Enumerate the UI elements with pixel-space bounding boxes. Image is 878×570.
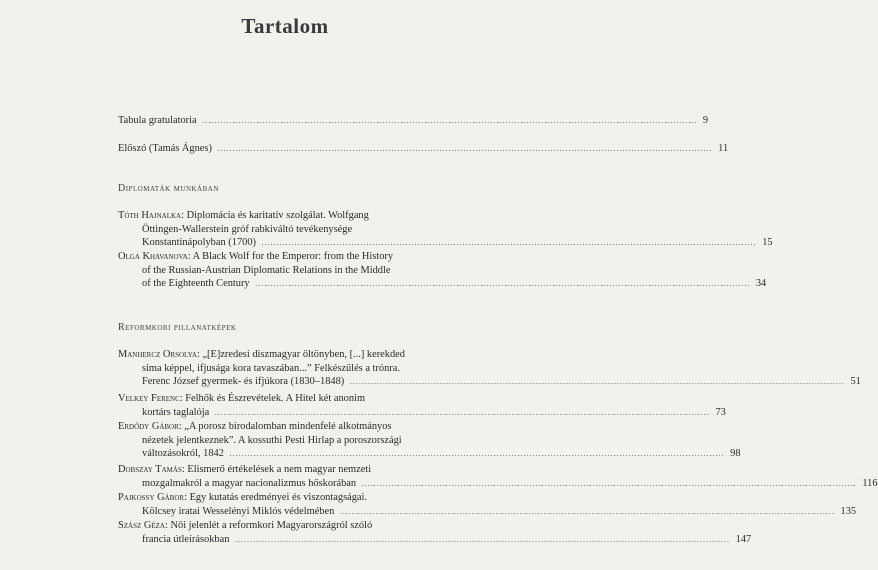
leader-dots: ..................................................................................................................................................................... [261,238,757,248]
entry-line: kortárs taglalója [142,406,210,418]
leader-dots: ..................................................................................................................................................................... [202,116,698,125]
entry-line: nézetek jelentkeznek”. A kossuthi Pesti Hirlap a poroszországi [142,434,402,446]
entry-author: Dobszay Tamás [118,464,182,475]
toc-entry: Manhercz Orsolya: „[E]zredesi diszmagyar öltönyben, [...] kerekded sima képpel, ifjusága kora tavaszában...” Felkészülés a trónra. Ferenc József gyermek- és ifjúkora (1830–1848) ..................................................................................................................................................................... 51 [118,349,861,388]
entry-line: of the Eighteenth Century [142,278,250,290]
entry-line: Öttingen-Wallerstein gróf rabkiváltó tevékenysége [142,223,353,235]
toc-entry-title: Tabula gratulatoria [118,115,197,126]
toc-entry-front-1 [118,114,709,128]
entry-line: Egy kutatás eredményei és viszontagságai. [189,492,368,503]
toc-entry: Velkey Ferenc: Felhők és Észrevételek. A Hitel két anonim kortárs taglalója ..................................................................................................................................................................... 73 [118,393,726,418]
page-number: 116 [862,477,878,489]
leader-dots: ..................................................................................................................................................................... [349,377,845,387]
leader-dots: ..................................................................................................................................................................... [214,407,710,417]
entry-line: Női jelenlét a reformkori Magyarországról szóló [170,520,373,531]
entry-line: francia útleírásokban [142,533,230,545]
entry-line: „A porosz birodalomban mindenfelé alkotmányos [184,421,392,432]
page-number: 34 [755,278,767,290]
entry-line: Felhők és Észrevételek. A Hitel két anonim [185,393,366,404]
entry-author: Tóth Hajnalka [118,210,182,221]
entry-line: A Black Wolf for the Emperor: from the History [192,251,394,262]
entry-author: Olga Khavanova [118,251,188,262]
page-number: 73 [715,406,726,418]
entry-line: sima képpel, ifjusága kora tavaszában...” Felkészülés a trónra. [142,362,400,374]
section-heading: Reformkori pillanatképek [118,322,237,333]
leader-dots: ..................................................................................................................................................................... [217,144,713,153]
toc-entry: Szász Géza: Női jelenlét a reformkori Magyarországról szóló francia útleírásokban ..................................................................................................................................................................... 147 [118,520,752,545]
section-heading: Diplomaták munkában [118,183,219,194]
leader-dots: ..................................................................................................................................................................... [339,506,835,516]
toc-entry: Dobszay Tamás: Elismerő értékelések a nem magyar nemzeti mozgalmakról a magyar nacionalizmus hőskorában ..................................................................................................................................................................... 116 [118,464,878,489]
entry-author: Pajkossy Gábor [118,492,185,503]
entry-line: mozgalmakról a magyar nacionalizmus hőskorában [142,477,357,489]
page-number: 135 [840,505,857,517]
page-number: 15 [762,237,773,249]
page-number: 9 [702,115,709,126]
page-number: 51 [850,376,861,388]
leader-dots: ..................................................................................................................................................................... [235,534,731,544]
leader-dots: ..................................................................................................................................................................... [229,449,725,459]
entry-author: Manhercz Orsolya [118,349,197,360]
entry-line: Konstantinápolyban (1700) [142,237,256,249]
toc-entry-front-2 [118,142,729,156]
page-number: 98 [730,448,741,460]
entry-line: „[E]zredesi diszmagyar öltönyben, [...] kerekded [202,349,405,360]
entry-author: Velkey Ferenc [118,393,180,404]
leader-dots: ..................................................................................................................................................................... [361,478,857,488]
entry-line: Ferenc József gyermek- és ifjúkora (1830–1848) [142,376,345,388]
entry-author: Erdődy Gábor [118,421,179,432]
toc-entry: Pajkossy Gábor: Egy kutatás eredményei és viszontagságai. Kölcsey iratai Wesselényi Miklós védelmében ..................................................................................................................................................................... 135 [118,492,857,517]
entry-line: Elismerő értékelések a nem magyar nemzeti [187,464,372,475]
entry-line: of the Russian-Austrian Diplomatic Relations in the Middle [142,264,391,276]
page-number: 147 [735,533,752,545]
entry-line: Kölcsey iratai Wesselényi Miklós védelmében [142,505,335,517]
toc-entry-title: Előszó (Tamás Ágnes) [118,143,212,154]
toc-entry: Tóth Hajnalka: Diplomácia és karitatív szolgálat. Wolfgang Öttingen-Wallerstein gróf rabkiváltó tevékenysége Konstantinápolyban (1700) ..................................................................................................................................................................... 15 [118,210,773,249]
leader-dots: ..................................................................................................................................................................... [255,279,751,289]
toc-entry: Olga Khavanova: A Black Wolf for the Emperor: from the History of the Russian-Austrian Diplomatic Relations in the Middle of the Eighteenth Century ..................................................................................................................................................................... 34 [118,251,767,290]
entry-line: Diplomácia és karitatív szolgálat. Wolfgang [186,210,369,221]
page-number: 11 [718,143,729,154]
page-title: Tartalom [241,14,329,38]
entry-author: Szász Géza [118,520,165,531]
entry-line: változásokról, 1842 [142,448,224,460]
toc-entry: Erdődy Gábor: „A porosz birodalomban mindenfelé alkotmányos nézetek jelentkeznek”. A kossuthi Pesti Hirlap a poroszországi változásokról, 1842 ..................................................................................................................................................................... 98 [118,421,741,460]
